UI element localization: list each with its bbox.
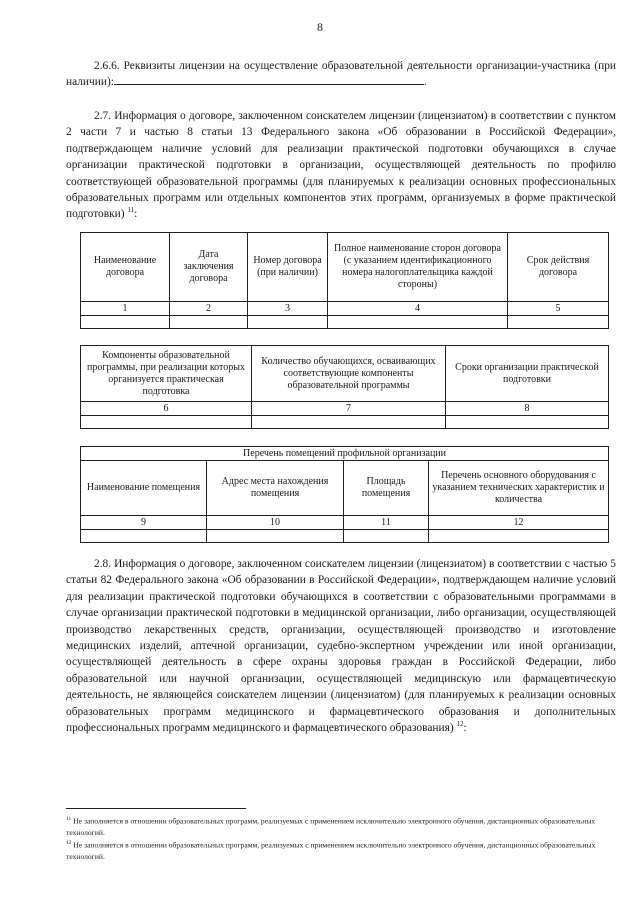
column-number: 3 xyxy=(248,302,328,316)
column-number: 1 xyxy=(81,302,170,316)
empty-cell[interactable] xyxy=(344,530,429,543)
header-practice-terms: Сроки организации практической подготовки xyxy=(446,346,609,402)
section-2-7-tail: : xyxy=(134,208,138,221)
column-number: 6 xyxy=(81,402,252,416)
empty-cell[interactable] xyxy=(207,530,344,543)
empty-cell[interactable] xyxy=(81,316,170,329)
header-validity-period: Срок действия договора xyxy=(508,233,609,302)
fill-in-line xyxy=(114,74,424,85)
empty-cell[interactable] xyxy=(508,316,609,329)
contract-table xyxy=(80,232,609,329)
section-2-7 xyxy=(66,108,616,223)
header-program-components: Компоненты образовательной программы, при реализации которых организуется практическая подготовка xyxy=(81,346,252,402)
empty-cell[interactable] xyxy=(81,530,207,543)
header-students-count: Количество обучающихся, осваивающих соответствующие компоненты образовательной программы xyxy=(252,346,446,402)
empty-cell[interactable] xyxy=(170,316,248,329)
section-2-8-text: 2.8. Информация о договоре, заключенном соискателем лицензии (лицензиатом) в соответствии с частью 5 статьи 82 Федерального закона «Об образовании в Российской Федерации», подтверждающем наличие условий для реализации практической подготовки обучающихся в соответствии с образовательными программами в случае организации практической подготовки в медицинской организации, либо организации, осуществляющей производство лекарственных средств, организации, осуществляющей производство и изготовление медицинских изделий, аптечной организации, судебно-экспертном учреждении или иной организации, осуществляющей деятельность в сфере охраны здоровья граждан в Российской Федерации, либо образовательной или научной организации, осуществляющей медицинскую или фармацевтическую деятельность, не являющейся соискателем лицензии (лицензиатом) (для планируемых к реализации основных образовательных программ медицинского и фармацевтического образования и дополнительных профессиональных программ медицинского и фармацевтического образования) xyxy=(66,558,616,735)
empty-cell[interactable] xyxy=(81,416,252,429)
footnote-ref-11: 11 xyxy=(127,206,135,215)
page-number: 8 xyxy=(317,20,323,34)
components-table xyxy=(80,345,609,429)
column-number: 7 xyxy=(252,402,446,416)
column-number: 2 xyxy=(170,302,248,316)
footnote-11-text: Не заполняется в отношении образовательных программ, реализуемых с применением исключительно электронного обучения, дистанционных образовательных технологий. xyxy=(66,816,596,837)
footnote-11-number: 11 xyxy=(66,816,72,822)
header-premises-area: Площадь помещения xyxy=(344,461,429,516)
footnote-11 xyxy=(66,814,616,838)
footnote-12-text: Не заполняется в отношении образовательных программ, реализуемых с применением исключительно электронного обучения, дистанционных образовательных технологий. xyxy=(66,840,596,861)
header-equipment-list: Перечень основного оборудования с указанием технических характеристик и количества xyxy=(429,461,609,516)
section-2-8-tail: : xyxy=(463,722,467,735)
column-number: 9 xyxy=(81,516,207,530)
column-number: 10 xyxy=(207,516,344,530)
header-contract-number: Номер договора (при наличии) xyxy=(248,233,328,302)
header-conclusion-date: Дата заключения договора xyxy=(170,233,248,302)
section-2-6-6-tail: . xyxy=(423,76,427,89)
empty-cell[interactable] xyxy=(248,316,328,329)
premises-table xyxy=(80,446,609,543)
header-premises-address: Адрес места нахождения помещения xyxy=(207,461,344,516)
premises-table-title: Перечень помещений профильной организации xyxy=(81,447,609,461)
footnote-12 xyxy=(66,838,616,862)
column-number: 4 xyxy=(328,302,508,316)
empty-cell[interactable] xyxy=(446,416,609,429)
column-number: 8 xyxy=(446,402,609,416)
section-2-7-text: 2.7. Информация о договоре, заключенном соискателем лицензии (лицензиатом) в соответствии с пунктом 2 части 7 и частью 8 статьи 13 Федерального закона «Об образовании в Российской Федерации», подтверждающем наличие условий для реализации практической подготовки обучающихся в случае организации практической подготовки в организации, осуществляющей деятельность по профилю соответствующей образовательной программы (для планируемых к реализации основных профессиональных образовательных программ или отдельных компонентов этих программ, организуемых в форме практической подготовки) xyxy=(66,110,616,221)
column-number: 11 xyxy=(344,516,429,530)
column-number: 12 xyxy=(429,516,609,530)
header-parties: Полное наименование сторон договора (с указанием идентификационного номера налогоплательщика каждой стороны) xyxy=(328,233,508,302)
footnote-12-number: 12 xyxy=(66,840,72,846)
empty-cell[interactable] xyxy=(252,416,446,429)
header-contract-name: Наименование договора xyxy=(81,233,170,302)
section-2-8 xyxy=(66,556,616,736)
empty-cell[interactable] xyxy=(328,316,508,329)
footnote-ref-12: 12 xyxy=(456,720,464,729)
section-2-6-6-text: 2.6.6. Реквизиты лицензии на осуществление образовательной деятельности организации-участника (при наличии): xyxy=(66,60,616,89)
header-premises-name: Наименование помещения xyxy=(81,461,207,516)
section-2-6-6 xyxy=(66,58,616,91)
column-number: 5 xyxy=(508,302,609,316)
footnote-divider xyxy=(66,808,246,809)
empty-cell[interactable] xyxy=(429,530,609,543)
